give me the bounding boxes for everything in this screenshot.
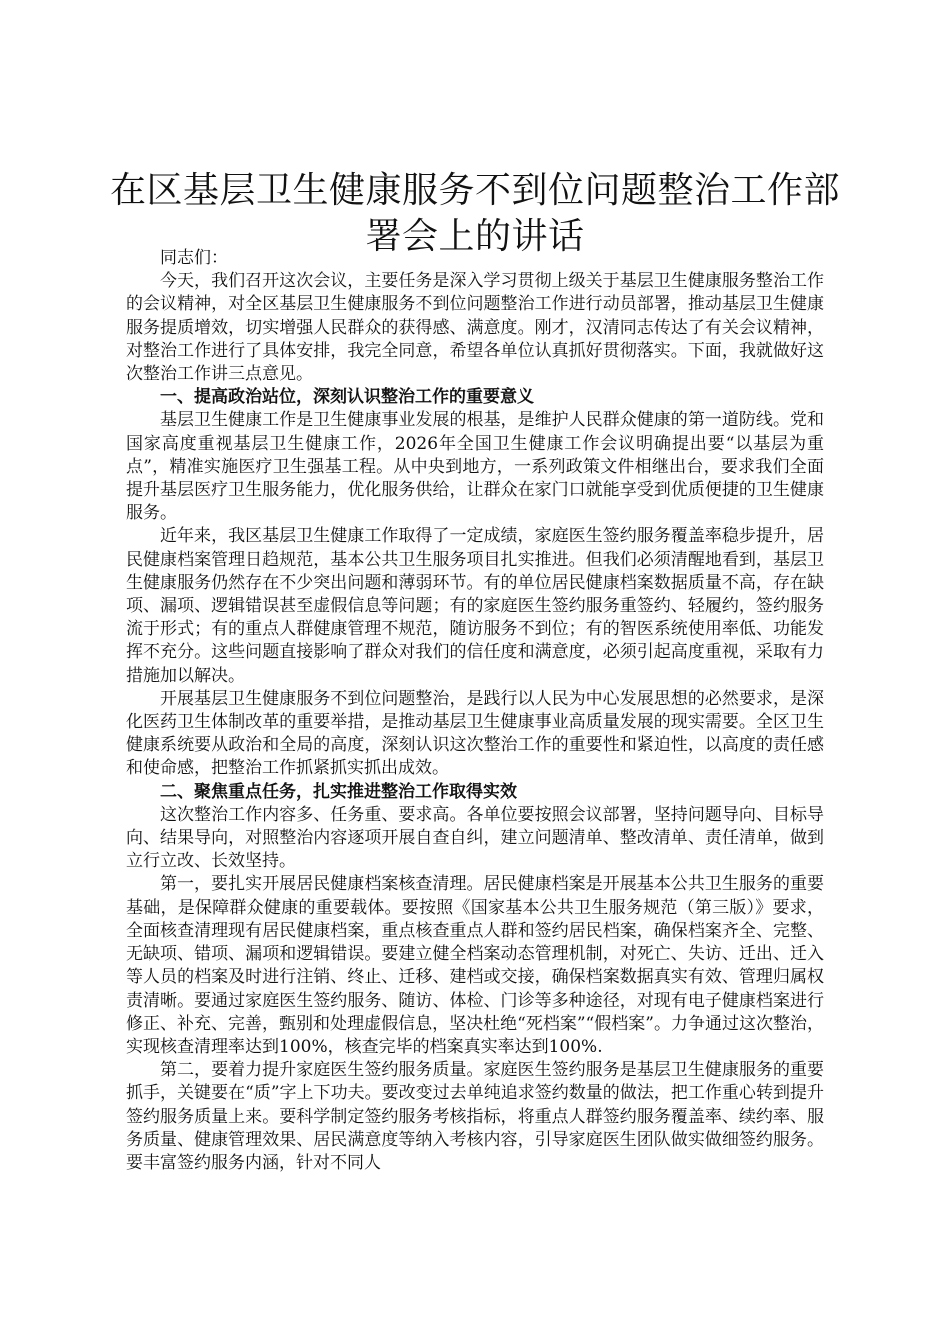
section-2-paragraph-1: 这次整治工作内容多、任务重、要求高。各单位要按照会议部署，坚持问题导向、目标导向、结果导向，对照整治内容逐项开展自查自纠，建立问题清单、整改清单、责任清单，做到立行立改、长效坚持。: [126, 804, 824, 872]
section-1-paragraph-3: 开展基层卫生健康服务不到位问题整治，是践行以人民为中心发展思想的必然要求，是深化医药卫生体制改革的重要举措，是推动基层卫生健康事业高质量发展的现实需要。全区卫生健康系统要从政治和全局的高度，深刻认识这次整治工作的重要性和紧迫性，以高度的责任感和使命感，把整治工作抓紧抓实抓出成效。: [126, 688, 824, 779]
document-title: 在区基层卫生健康服务不到位问题整治工作部署会上的讲话: [109, 170, 840, 257]
section-1-paragraph-2: 近年来，我区基层卫生健康工作取得了一定成绩，家庭医生签约服务覆盖率稳步提升，居民健康档案管理日趋规范，基本公共卫生服务项目扎实推进。但我们必须清醒地看到，基层卫生健康服务仍然存在不少突出问题和薄弱环节。有的单位居民健康档案数据质量不高，存在缺项、漏项、逻辑错误甚至虚假信息等问题；有的家庭医生签约服务重签约、轻履约，签约服务流于形式；有的重点人群健康管理不规范，随访服务不到位；有的智医系统使用率低、功能发挥不充分。这些问题直接影响了群众对我们的信任度和满意度，必须引起高度重视，采取有力措施加以解决。: [126, 526, 824, 686]
document-body: [126, 247, 824, 1175]
intro-paragraph: 今天，我们召开这次会议，主要任务是深入学习贯彻上级关于基层卫生健康服务整治工作的会议精神，对全区基层卫生健康服务不到位问题整治工作进行动员部署，推动基层卫生健康服务提质增效，切实增强人民群众的获得感、满意度。刚才，汉清同志传达了有关会议精神，对整治工作进行了具体安排，我完全同意，希望各单位认真抓好贯彻落实。下面，我就做好这次整治工作讲三点意见。: [126, 271, 824, 385]
section-2-heading: 二、聚焦重点任务，扎实推进整治工作取得实效: [160, 781, 517, 802]
section-1-paragraph-1: 基层卫生健康工作是卫生健康事业发展的根基，是维护人民群众健康的第一道防线。党和国家高度重视基层卫生健康工作，2026年全国卫生健康工作会议明确提出要“以基层为重点”，精准实施医疗卫生强基工程。从中央到地方，一系列政策文件相继出台，要求我们全面提升基层医疗卫生服务能力，优化服务供给，让群众在家门口就能享受到优质便捷的卫生健康服务。: [126, 410, 824, 524]
greeting: 同志们：: [160, 248, 228, 268]
section-2-paragraph-3: 第二，要着力提升家庭医生签约服务质量。家庭医生签约服务是基层卫生健康服务的重要抓手，关键要在“质”字上下功夫。要改变过去单纯追求签约数量的做法，把工作重心转到提升签约服务质量上来。要科学制定签约服务考核指标，将重点人群签约服务覆盖率、续约率、服务质量、健康管理效果、居民满意度等纳入考核内容，引导家庭医生团队做实做细签约服务。要丰富签约服务内涵，针对不同人: [126, 1060, 824, 1173]
section-1-heading: 一、提高政治站位，深刻认识整治工作的重要意义: [160, 387, 534, 408]
section-2-paragraph-2: 第一，要扎实开展居民健康档案核查清理。居民健康档案是开展基本公共卫生服务的重要基础，是保障群众健康的重要载体。要按照《国家基本公共卫生服务规范（第三版）》要求，全面核查清理现有居民健康档案，重点核查重点人群和签约居民档案，确保档案齐全、完整、无缺项、错项、漏项和逻辑错误。要建立健全档案动态管理机制，对死亡、失访、迁出、迁入等人员的档案及时进行注销、终止、迁移、建档或交接，确保档案数据真实有效、管理归属权责清晰。要通过家庭医生签约服务、随访、体检、门诊等多种途径，对现有电子健康档案进行修正、补充、完善，甄别和处理虚假信息，坚决杜绝“死档案”“假档案”。力争通过这次整治，实现核查清理率达到100%，核查完毕的档案真实率达到100%.: [126, 874, 824, 1057]
